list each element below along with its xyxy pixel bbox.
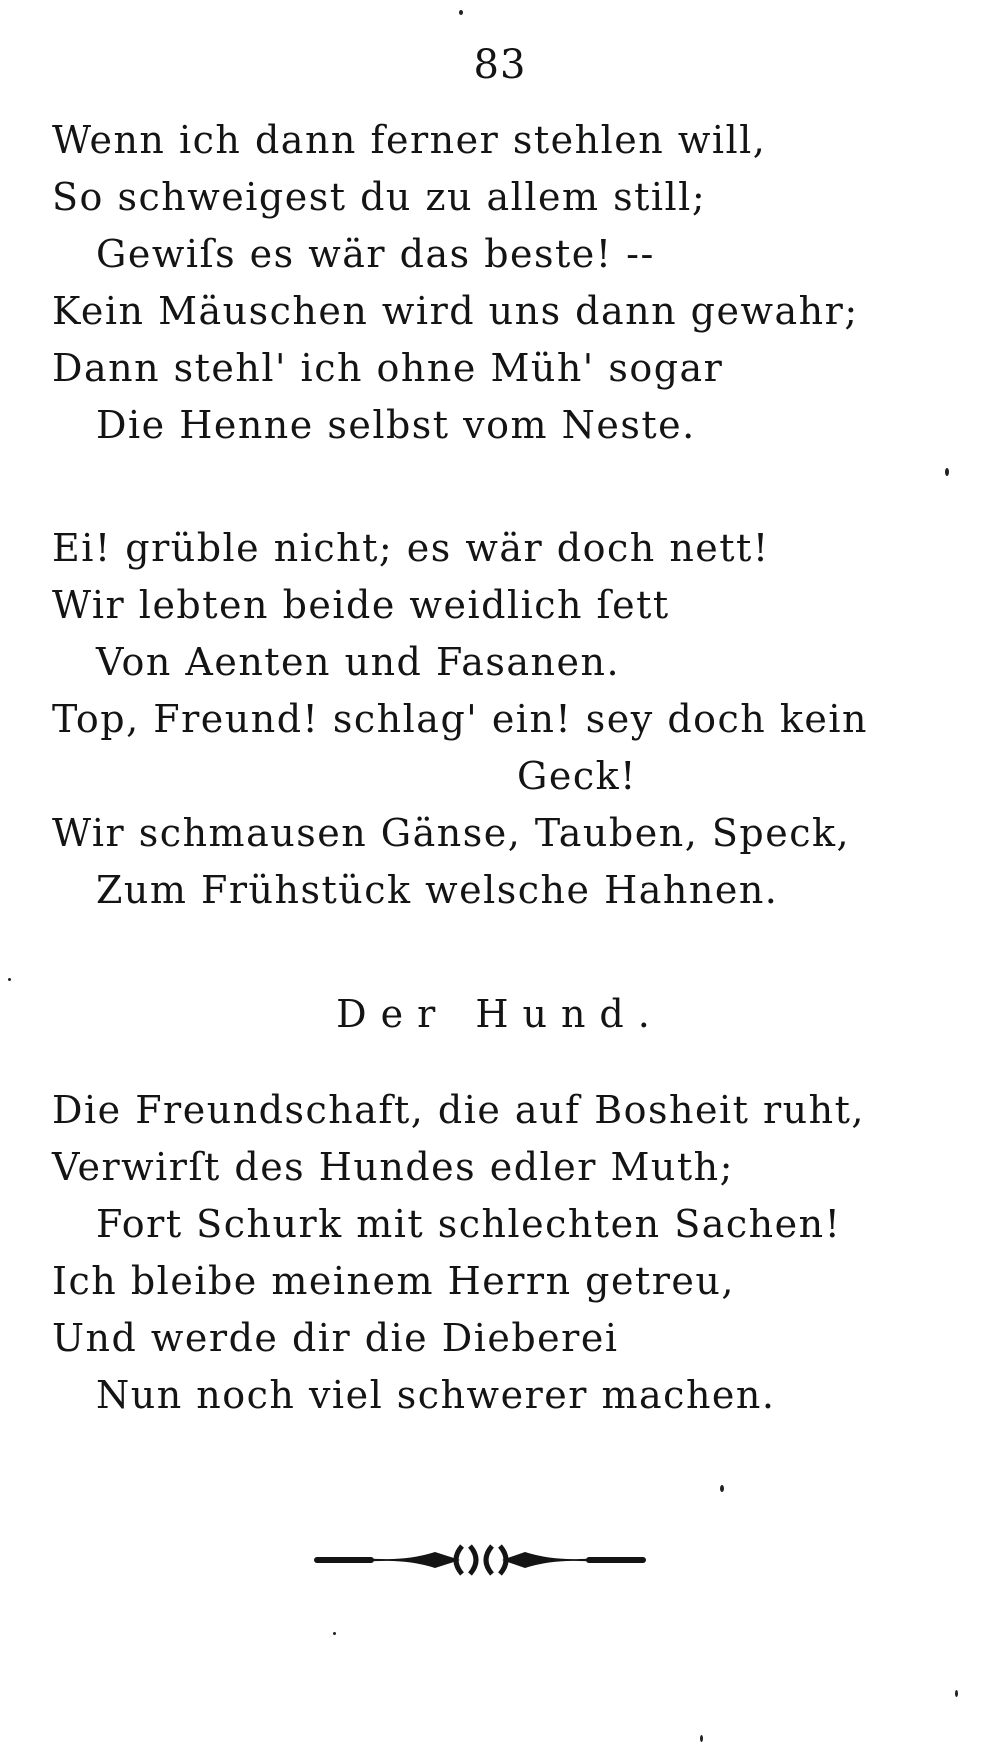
verse-line: Nun noch viel schwerer machen. xyxy=(96,1373,776,1417)
verse-line: Verwirſt des Hundes edler Muth; xyxy=(52,1145,734,1189)
verse-line: Kein Mäuschen wird uns dann gewahr; xyxy=(52,289,859,333)
verse-line: Ei! grüble nicht; es wär doch nett! xyxy=(52,526,770,570)
verse-line: Zum Frühstück welsche Hahnen. xyxy=(96,868,779,912)
scan-speck xyxy=(8,978,11,981)
verse-line: Ich bleibe meinem Herrn getreu, xyxy=(52,1259,735,1303)
scan-speck xyxy=(459,10,463,15)
scan-speck xyxy=(955,1690,958,1697)
verse-line: Top, Freund! schlag' ein! sey doch kein xyxy=(52,697,868,741)
tailpiece-ornament-icon xyxy=(310,1530,650,1590)
stanza-2 xyxy=(52,520,952,919)
verse-line-continuation: Geck! xyxy=(517,754,637,798)
verse-line: So schweigest du zu allem still; xyxy=(52,175,707,219)
verse-line: Von Aenten und Fasanen. xyxy=(96,640,621,684)
verse-line: Gewiſs es wär das beste! -- xyxy=(96,232,655,276)
scan-speck xyxy=(945,468,949,476)
stanza-1 xyxy=(52,112,952,454)
verse-line: Und werde dir die Dieberei xyxy=(52,1316,619,1360)
scan-speck xyxy=(700,1735,703,1742)
verse-line: Wir lebten beide weidlich ſett xyxy=(52,583,670,627)
page-number: 83 xyxy=(473,42,527,88)
verse-line: Dann stehl' ich ohne Müh' sogar xyxy=(52,346,724,390)
stanza-3 xyxy=(52,1082,952,1424)
verse-line: Wir schmausen Gänse, Tauben, Speck, xyxy=(52,811,851,855)
scan-speck xyxy=(333,1632,336,1635)
verse-line: Die Freundschaft, die auf Bosheit ruht, xyxy=(52,1088,865,1132)
verse-line: Wenn ich dann ferner stehlen will, xyxy=(52,118,767,162)
verse-line: Fort Schurk mit schlechten Sachen! xyxy=(96,1202,842,1246)
poem-title: Der Hund. xyxy=(336,992,664,1036)
scan-speck xyxy=(720,1485,724,1492)
verse-line: Die Henne selbst vom Neste. xyxy=(96,403,696,447)
